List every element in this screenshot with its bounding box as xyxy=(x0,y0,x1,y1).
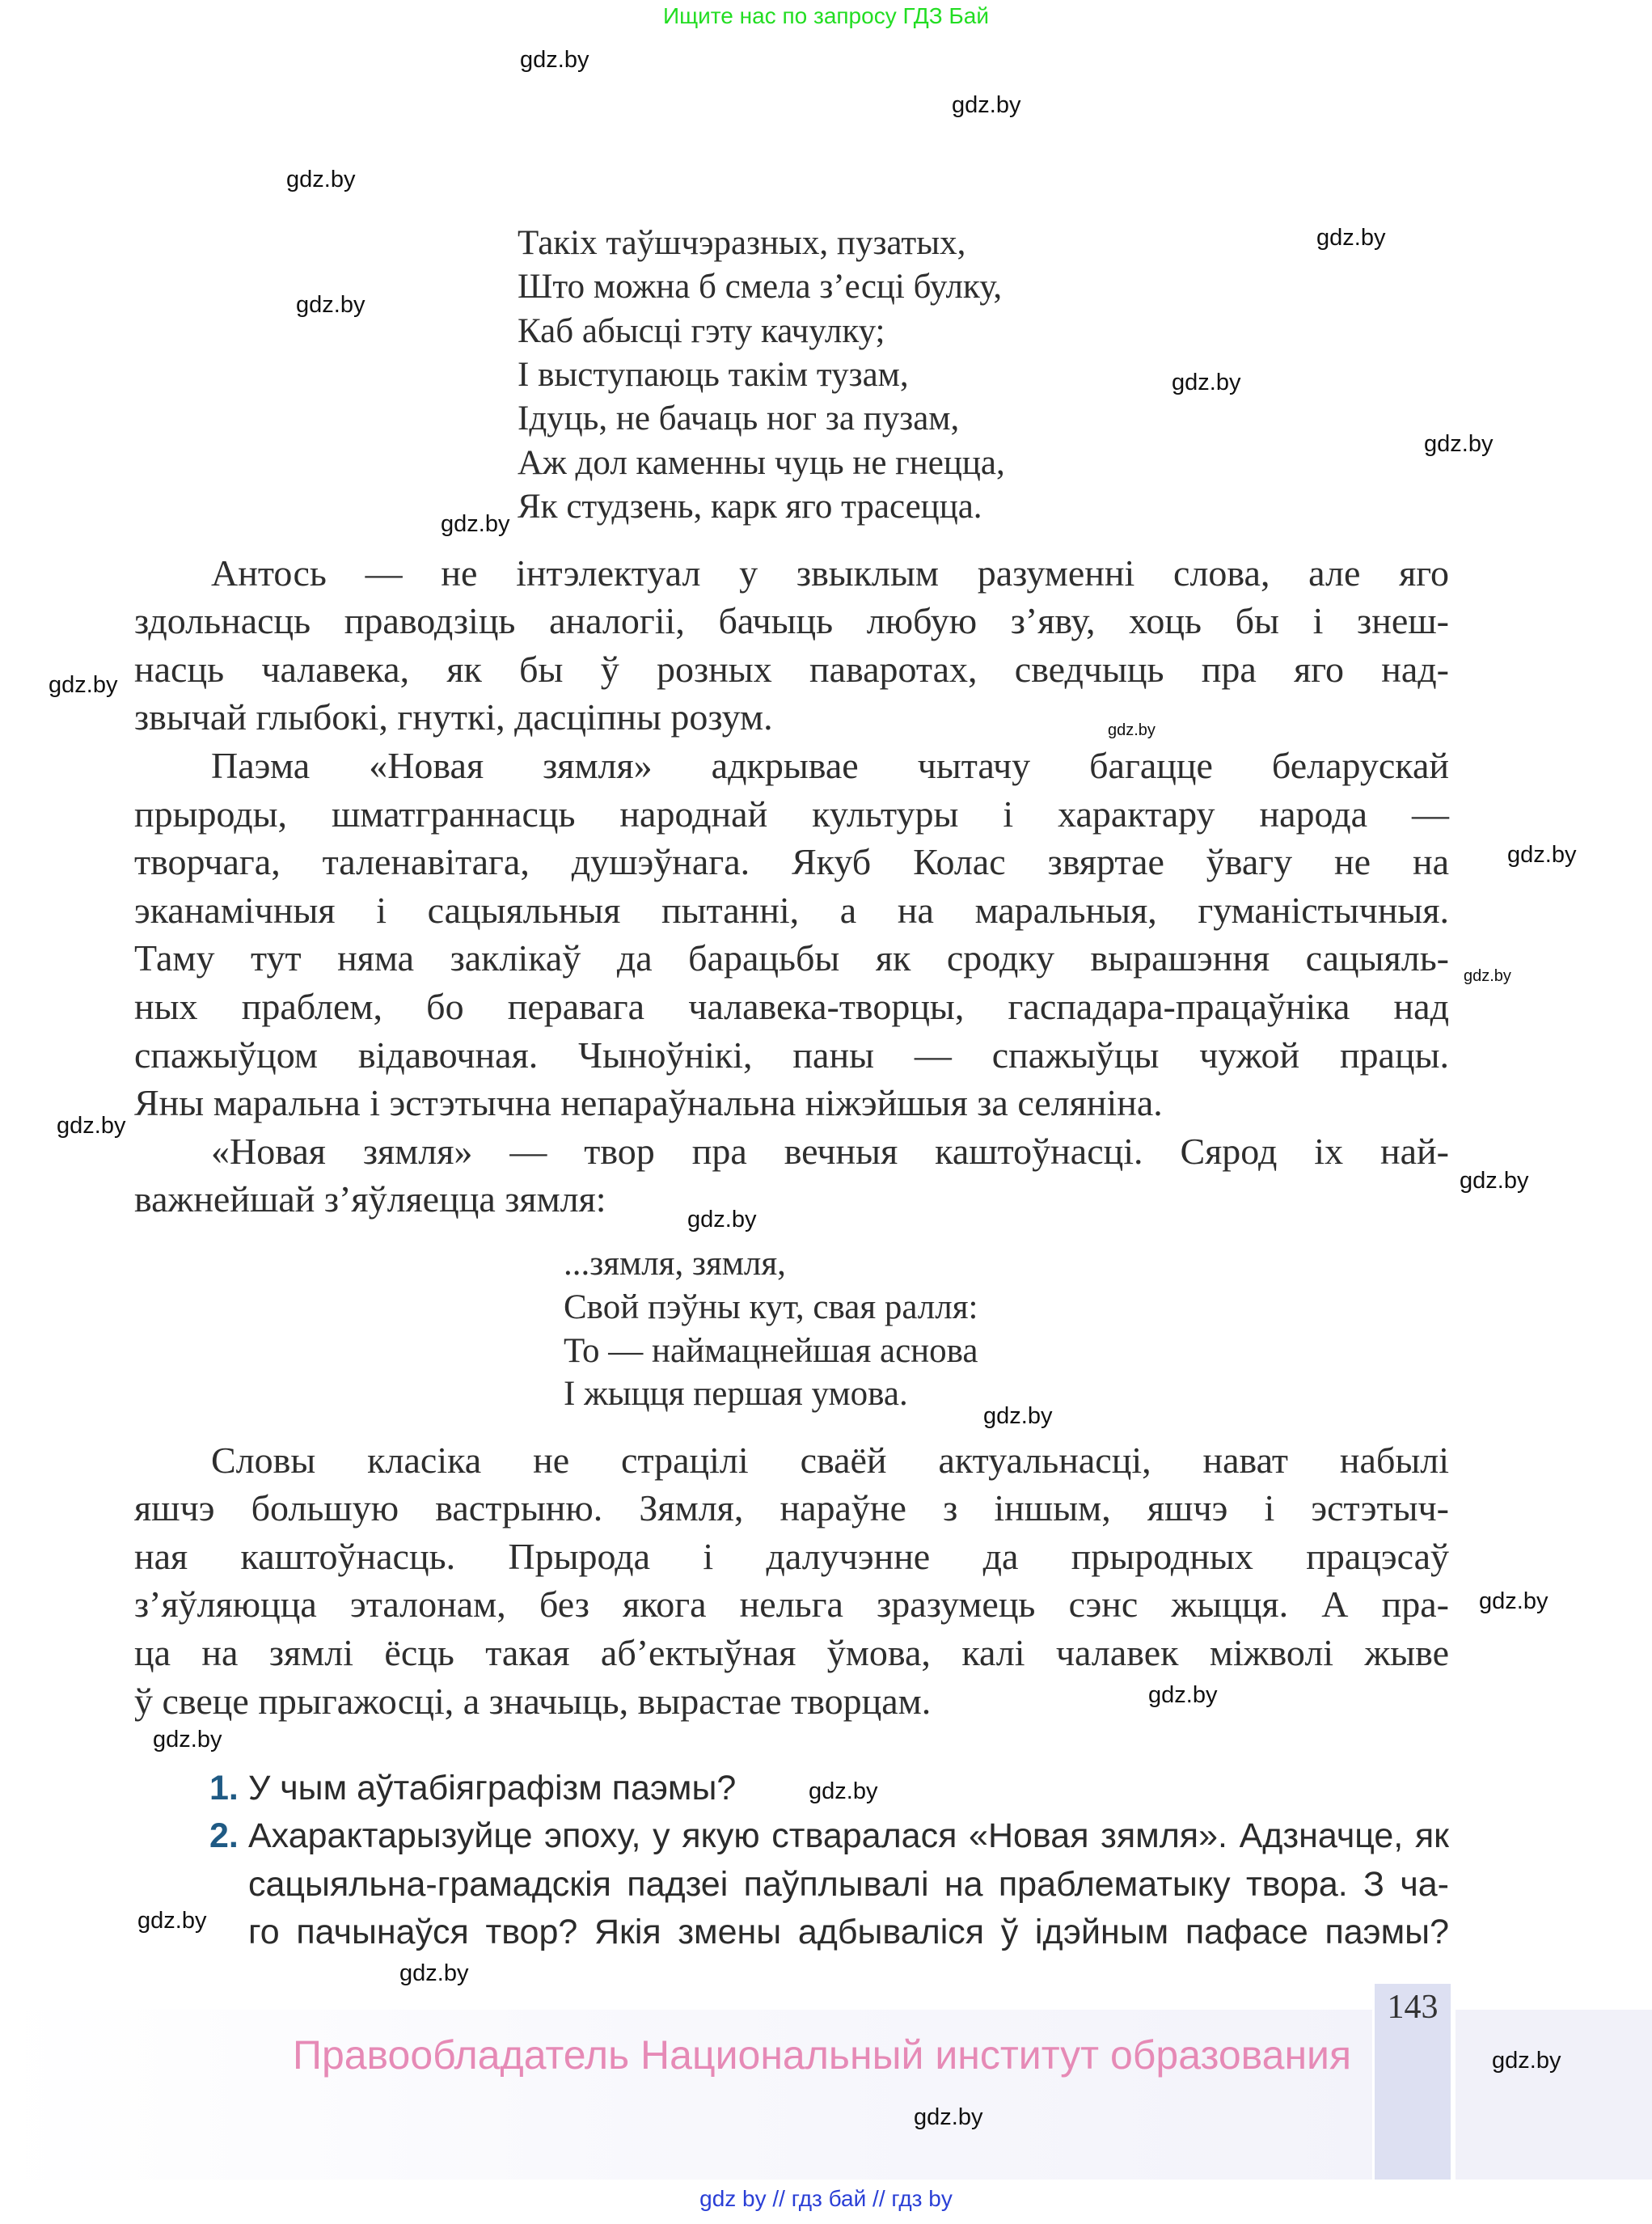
text-line: спажыўцом відавочная. Чыноўнікі, паны — спажыўцы чужой працы. xyxy=(134,1034,1449,1076)
text-line: ная каштоўнасць. Прырода і далучэнне да прыродных працэсаў xyxy=(134,1535,1449,1577)
poem-line: Свой пэўны кут, свая ралля: xyxy=(564,1287,978,1326)
text-line: ца на зямлі ёсць такая аб’ектыўная ўмова, калі чалавек міжволі жыве xyxy=(134,1631,1449,1673)
text-line: ў свеце прыгажосці, а значыць, вырастае творцам. xyxy=(134,1680,932,1722)
poem-line: То — наймацнейшая аснова xyxy=(564,1331,978,1370)
watermark: gdz.by xyxy=(983,1403,1053,1429)
question-number: 2. xyxy=(209,1816,239,1856)
watermark: gdz.by xyxy=(137,1908,207,1934)
watermark: gdz.by xyxy=(952,92,1021,118)
watermark: gdz.by xyxy=(1108,721,1156,739)
question-text: сацыяльна-грамадскія падзеі паўплывалі на праблематыку твора. З ча- xyxy=(248,1864,1449,1904)
poem-line: Ідуць, не бачаць ног за пузам, xyxy=(518,400,960,438)
text-line: творчага, таленавітага, душэўнага. Якуб Колас звяртае ўвагу не на xyxy=(134,841,1449,883)
watermark: gdz.by xyxy=(1172,370,1241,395)
search-hint-banner: Ищите нас по запросу ГДЗ Бай xyxy=(662,3,990,28)
footer-band-right xyxy=(1456,2010,1652,2180)
text-line: «Новая зямля» — твор пра вечныя каштоўнасці. Сярод іх най- xyxy=(211,1130,1449,1172)
text-line: ных праблем, бо перавага чалавека-творцы, гаспадара-працаўніка над xyxy=(134,985,1449,1027)
watermark: gdz.by xyxy=(441,511,510,537)
text-line: Яны маральна і эстэтычна непараўнальна ніжэйшыя за селяніна. xyxy=(134,1082,1163,1124)
question-text: го пачынаўся твор? Якія змены адбываліся ў ідэйным пафасе паэмы? xyxy=(248,1913,1449,1952)
text-line: насць чалавека, як бы ў розных паваротах, сведчыць пра яго над- xyxy=(134,648,1449,690)
watermark: gdz.by xyxy=(1460,1168,1529,1194)
text-line: Антось — не інтэлектуал у звыклым разуменні слова, але яго xyxy=(211,552,1449,594)
watermark: gdz.by xyxy=(57,1113,126,1139)
rights-holder-notice: Правообладатель Национальный институт образования xyxy=(293,2032,1352,2078)
bottom-links[interactable]: gdz by // гдз бай // гдз by xyxy=(699,2186,953,2211)
watermark: gdz.by xyxy=(1424,431,1494,457)
poem-line: І выступаюць такім тузам, xyxy=(518,355,909,394)
watermark: gdz.by xyxy=(914,2104,983,2130)
watermark: gdz.by xyxy=(1316,225,1386,251)
watermark: gdz.by xyxy=(153,1727,222,1753)
poem-line: Як студзень, карк яго трасецца. xyxy=(518,487,982,526)
watermark: gdz.by xyxy=(286,167,356,192)
text-line: важнейшай з’яўляецца зямля: xyxy=(134,1178,606,1220)
watermark: gdz.by xyxy=(809,1778,878,1804)
text-line: здольнасць праводзіць аналогіі, бачыць любую з’яву, хоць бы і знеш- xyxy=(134,600,1449,642)
watermark: gdz.by xyxy=(296,292,365,318)
question-text: У чым аўтабіяграфізм паэмы? xyxy=(248,1768,737,1808)
watermark: gdz.by xyxy=(1464,967,1511,985)
text-line: Таму тут няма заклікаў да барацьбы як сродку вырашэння сацыяль- xyxy=(134,937,1449,979)
question-number: 1. xyxy=(209,1768,239,1808)
text-line: яшчэ большую вастрыню. Зямля, нараўне з іншым, яшчэ і эстэтыч- xyxy=(134,1487,1449,1529)
text-line: прыроды, шматграннасць народнай культуры і характару народа — xyxy=(134,793,1449,835)
watermark: gdz.by xyxy=(687,1207,757,1233)
watermark: gdz.by xyxy=(49,672,118,698)
watermark: gdz.by xyxy=(1492,2048,1561,2074)
watermark: gdz.by xyxy=(1479,1588,1548,1614)
poem-line: Што можна б смела з’есці булку, xyxy=(518,268,1003,307)
page-number: 143 xyxy=(1387,1989,1439,2026)
poem-line: Такіх таўшчэразных, пузатых, xyxy=(518,224,966,262)
watermark: gdz.by xyxy=(1148,1682,1218,1708)
text-line: з’яўляюцца эталонам, без якога нельга зразумець сэнс жыцця. А пра- xyxy=(134,1583,1449,1626)
text-line: Паэма «Новая зямля» адкрывае чытачу багацце беларускай xyxy=(211,744,1449,786)
poem-line: Аж дол каменны чуць не гнецца, xyxy=(518,443,1005,482)
text-line: Словы класіка не страцілі сваёй актуальнасці, нават набылі xyxy=(211,1439,1449,1481)
watermark: gdz.by xyxy=(399,1960,469,1986)
poem-line: І жыцця першая умова. xyxy=(564,1375,908,1414)
poem-line: ...зямля, зямля, xyxy=(564,1245,786,1283)
poem-line: Каб абысці гэту качулку; xyxy=(518,311,885,350)
text-line: эканамічныя і сацыяльныя пытанні, а на маральныя, гуманістычныя. xyxy=(134,889,1449,931)
watermark: gdz.by xyxy=(520,47,589,73)
text-line: звычай глыбокі, гнуткі, дасціпны розум. xyxy=(134,696,773,738)
watermark: gdz.by xyxy=(1507,842,1577,868)
question-text: Ахарактарызуйце эпоху, у якую стваралася «Новая зямля». Адзначце, як xyxy=(248,1816,1449,1856)
